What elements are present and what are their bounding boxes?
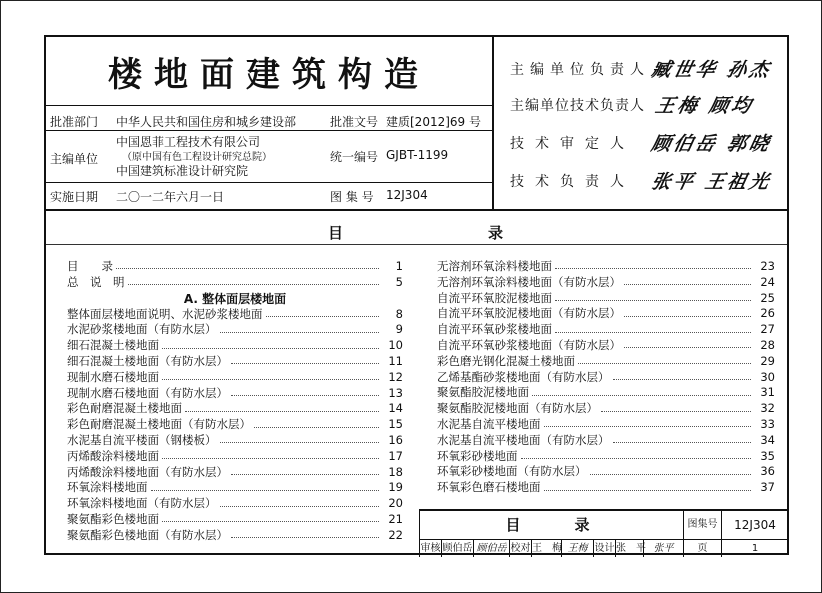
toc-entry-page: 28: [751, 338, 775, 354]
toc-leader-dots: [555, 300, 751, 301]
toc-leader-dots: [590, 474, 752, 475]
toc-entry[interactable]: [437, 322, 775, 338]
toc-entry-page: 13: [379, 386, 403, 402]
toc-entry-page: 16: [379, 433, 403, 449]
drawing-sheet: [44, 35, 789, 555]
toc-entry-label: 自流平环氧砂浆楼地面（有防水层）: [437, 338, 624, 354]
toc-entry-page: 26: [751, 306, 775, 322]
toc-entry-label: 聚氨酯胶泥楼地面: [437, 385, 532, 401]
toc-leader-dots: [555, 268, 751, 269]
header-left: [46, 37, 494, 209]
toc-entry-page: 17: [379, 449, 403, 465]
toc-entry-label: 现制水磨石楼地面（有防水层）: [67, 386, 231, 402]
toc-entry-page: 23: [751, 259, 775, 275]
title-block: [419, 509, 788, 557]
role-signature-2: 王梅 顾均: [653, 95, 756, 117]
role-label-4: 技术负责人: [510, 174, 635, 190]
approve-dept-label: 批准部门: [50, 115, 99, 129]
check-label: 校对: [510, 540, 532, 557]
design-signature: 张平: [644, 540, 684, 557]
toc-leader-dots: [151, 490, 380, 491]
toc-leader-dots: [544, 426, 752, 427]
toc-leader-dots: [162, 379, 379, 380]
toc-entry-label: 现制水磨石楼地面: [67, 370, 162, 386]
impl-date-label: 实施日期: [50, 190, 99, 204]
toc-entry-page: 8: [379, 307, 403, 323]
toc-leader-dots: [544, 490, 752, 491]
toc-leader-dots: [555, 332, 751, 333]
toc-leader-dots: [220, 442, 380, 443]
toc-entry[interactable]: [67, 307, 403, 323]
toc-entry-label: 整体面层楼地面说明、水泥砂浆楼地面: [67, 307, 266, 323]
toc-entry-page: 30: [751, 370, 775, 386]
toc-entry-page: 18: [379, 465, 403, 481]
toc-leader-dots: [578, 363, 751, 364]
title-block-atlas-value: 12J304: [734, 518, 776, 532]
toc-entry-label: 彩色耐磨混凝土楼地面（有防水层）: [67, 417, 254, 433]
toc-entry-label: 无溶剂环氧涂料楼地面（有防水层）: [437, 275, 624, 291]
chief-unit-line2: （原中国有色工程设计研究总院）: [122, 152, 272, 163]
toc-entry-label: 细石混凝土楼地面: [67, 338, 162, 354]
toc-divider: [46, 244, 787, 245]
toc-entry[interactable]: [437, 259, 775, 275]
design-name: 张 平: [616, 540, 644, 557]
toc-entry[interactable]: [67, 259, 403, 275]
toc-entry[interactable]: [437, 291, 775, 307]
toc-entry-page: 19: [379, 480, 403, 496]
toc-entry[interactable]: [437, 354, 775, 370]
toc-entry-page: 32: [751, 401, 775, 417]
toc-entry-page: 27: [751, 322, 775, 338]
toc-entry-page: 15: [379, 417, 403, 433]
toc-entry-label: 总 说 明: [67, 275, 128, 291]
toc-entry-label: 无溶剂环氧涂料楼地面: [437, 259, 555, 275]
role-signature-3: 顾伯岳 郭晓: [649, 133, 774, 155]
toc-entry[interactable]: [437, 338, 775, 354]
role-label-2: 主编单位技术负责人: [510, 98, 645, 114]
chief-unit-line3: 中国建筑标准设计研究院: [116, 164, 249, 178]
toc-entry-label: 丙烯酸涂料楼地面（有防水层）: [67, 465, 231, 481]
toc-leader-dots: [231, 395, 379, 396]
toc-entry[interactable]: [437, 370, 775, 386]
toc-entry[interactable]: [437, 464, 775, 480]
title-block-name: 目 录: [420, 511, 684, 539]
toc-entry[interactable]: [437, 385, 775, 401]
atlas-no-value: 12J304: [386, 188, 428, 202]
toc-leader-dots: [266, 316, 380, 317]
toc-entry[interactable]: [67, 433, 403, 449]
toc-leader-dots: [220, 506, 380, 507]
toc-entry-page: 5: [379, 275, 403, 291]
toc-entry-label: 自流平环氧胶泥楼地面（有防水层）: [437, 306, 624, 322]
toc-entry-page: 1: [379, 259, 403, 275]
toc-entry-label: 水泥基自流平楼地面（有防水层）: [437, 433, 613, 449]
toc-entry-label: 聚氨酯胶泥楼地面（有防水层）: [437, 401, 601, 417]
design-label: 设计: [594, 540, 616, 557]
toc-heading-right: 录: [488, 224, 504, 242]
toc-entry[interactable]: [67, 338, 403, 354]
toc-entry-label: 彩色耐磨混凝土楼地面: [67, 401, 185, 417]
toc-entry[interactable]: [67, 528, 403, 544]
toc-entry[interactable]: [67, 401, 403, 417]
atlas-no-label: 图 集 号: [330, 190, 374, 204]
page-title: 楼地面建筑构造: [108, 55, 430, 95]
toc-entry-label: 环氧彩色磨石楼地面: [437, 480, 544, 496]
chief-unit-line1: 中国恩菲工程技术有限公司: [116, 135, 261, 149]
toc-entry-label: 环氧涂料楼地面（有防水层）: [67, 496, 220, 512]
toc-entry-page: 33: [751, 417, 775, 433]
toc-entry-label: 目 录: [67, 259, 116, 275]
impl-date-value: 二〇一二年六月一日: [116, 190, 225, 204]
role-label-1: 主编单位负责人: [510, 62, 650, 78]
chief-unit-label: 主编单位: [50, 152, 99, 166]
toc-entry[interactable]: [67, 417, 403, 433]
toc-entry-page: 11: [379, 354, 403, 370]
toc-entry[interactable]: [67, 370, 403, 386]
toc-entry-label: 丙烯酸涂料楼地面: [67, 449, 162, 465]
toc-entry[interactable]: [67, 275, 403, 291]
toc-entry-label: 乙烯基酯砂浆楼地面（有防水层）: [437, 370, 613, 386]
unified-no-value: GJBT-1199: [386, 148, 449, 162]
toc-entry[interactable]: [67, 496, 403, 512]
toc-leader-dots: [128, 284, 380, 285]
toc-entry-label: 细石混凝土楼地面（有防水层）: [67, 354, 231, 370]
check-signature: 王梅: [562, 540, 594, 557]
check-name: 王 梅: [532, 540, 562, 557]
review-label: 审核: [420, 540, 442, 557]
toc-leader-dots: [231, 474, 379, 475]
toc-leader-dots: [532, 395, 751, 396]
role-signature-4: 张平 王祖光: [649, 171, 774, 193]
toc-entry-label: 聚氨酯彩色楼地面（有防水层）: [67, 528, 231, 544]
toc-entry-page: 22: [379, 528, 403, 544]
toc-entry[interactable]: [67, 449, 403, 465]
toc-leader-dots: [601, 411, 751, 412]
page-number: 1: [751, 543, 759, 554]
toc-entry-page: 25: [751, 291, 775, 307]
toc-leader-dots: [162, 521, 379, 522]
role-label-3: 技术审定人: [510, 136, 635, 152]
toc-section-heading: A. 整体面层楼地面: [183, 291, 287, 306]
toc-entry[interactable]: [437, 449, 775, 465]
toc-entry-page: 14: [379, 401, 403, 417]
unified-no-label: 统一编号: [330, 150, 379, 164]
toc-leader-dots: [185, 411, 379, 412]
title-block-atlas-label: 图集号: [684, 511, 722, 539]
toc-entry-page: 9: [379, 322, 403, 338]
toc-entry-page: 21: [379, 512, 403, 528]
toc-entry[interactable]: [67, 465, 403, 481]
toc-leader-dots: [613, 442, 752, 443]
approve-doc-label: 批准文号: [330, 115, 379, 129]
toc-entry-label: 自流平环氧砂浆楼地面: [437, 322, 555, 338]
toc-entry-page: 24: [751, 275, 775, 291]
toc-leader-dots: [521, 458, 752, 459]
toc-entry-page: 29: [751, 354, 775, 370]
toc-entry-label: 自流平环氧胶泥楼地面: [437, 291, 555, 307]
toc-entry[interactable]: [437, 275, 775, 291]
toc-entry-page: 10: [379, 338, 403, 354]
toc-entry[interactable]: [67, 354, 403, 370]
toc-entry[interactable]: [437, 417, 775, 433]
toc-leader-dots: [624, 316, 751, 317]
toc-leader-dots: [220, 332, 380, 333]
toc-leader-dots: [231, 537, 379, 538]
review-signature: 顾伯岳: [474, 540, 510, 557]
toc-leader-dots: [624, 284, 751, 285]
toc-right-column: [437, 259, 775, 496]
toc-leader-dots: [116, 268, 379, 269]
toc-entry-label: 聚氨酯彩色楼地面: [67, 512, 162, 528]
toc-entry-page: 31: [751, 385, 775, 401]
toc-entry-label: 环氧彩砂楼地面: [437, 449, 521, 465]
toc-entry-label: 水泥砂浆楼地面（有防水层）: [67, 322, 220, 338]
toc-entry-page: 35: [751, 449, 775, 465]
toc-left-column: [67, 259, 403, 544]
toc-entry-page: 12: [379, 370, 403, 386]
toc-entry-label: 水泥基自流平楼面（钢楼板）: [67, 433, 220, 449]
toc-entry-page: 20: [379, 496, 403, 512]
toc-leader-dots: [613, 379, 752, 380]
toc-entry[interactable]: [437, 433, 775, 449]
toc-entry-label: 环氧彩砂楼地面（有防水层）: [437, 464, 590, 480]
toc-entry[interactable]: [67, 480, 403, 496]
approve-dept-value: 中华人民共和国住房和城乡建设部: [116, 115, 297, 129]
review-name: 顾伯岳: [442, 540, 474, 557]
role-signature-1: 臧世华 孙杰: [649, 59, 774, 81]
toc-entry[interactable]: [67, 512, 403, 528]
toc-entry-label: 环氧涂料楼地面: [67, 480, 151, 496]
toc-leader-dots: [254, 427, 379, 428]
toc-leader-dots: [162, 458, 379, 459]
toc-entry[interactable]: [437, 480, 775, 496]
approve-doc-value: 建质[2012]69 号: [386, 115, 481, 129]
toc-entry-label: 水泥基自流平楼地面: [437, 417, 544, 433]
toc-leader-dots: [231, 363, 379, 364]
toc-entry[interactable]: [437, 401, 775, 417]
toc-entry-page: 34: [751, 433, 775, 449]
toc-entry-label: 彩色磨光钢化混凝土楼地面: [437, 354, 578, 370]
toc-entry-page: 37: [751, 480, 775, 496]
toc-heading-left: 目: [328, 224, 344, 242]
toc-leader-dots: [624, 347, 751, 348]
toc-entry-page: 36: [751, 464, 775, 480]
toc-entry[interactable]: [437, 306, 775, 322]
toc-entry[interactable]: [67, 322, 403, 338]
toc-leader-dots: [162, 348, 379, 349]
toc-entry[interactable]: [67, 386, 403, 402]
page-label: 页: [684, 540, 722, 557]
header-block: [46, 37, 787, 211]
